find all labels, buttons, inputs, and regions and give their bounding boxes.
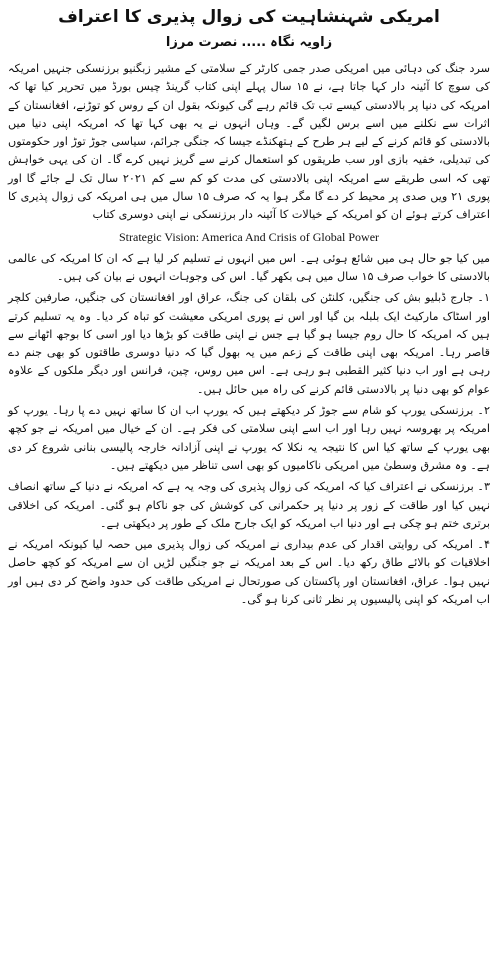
article-title: امریکی شہنشاہیت کی زوال پذیری کا اعتراف — [58, 7, 440, 27]
byline-separator: ..... — [241, 35, 267, 50]
byline-section: زاویہ نگاہ — [270, 35, 333, 50]
byline — [8, 34, 490, 52]
article-body — [8, 60, 490, 609]
paragraph-intro: سرد جنگ کی دہائی میں امریکی صدر جمی کارٹر کے سلامتی کے مشیر زبگنیو برزنسکی جنہیں امریکہ کی سوچ کا آئینہ دار کہا جاتا ہے، نے ۱۵ سال پہلے اپنی کتاب گرینڈ چیس بورڈ میں تحریر کیا تھا کہ امریکہ کی دنیا پر بالادستی کیسے تب تک قائم رہے گی کیونکہ بقول ان کے روس کو توڑنے، افغانستان کے اثرات سے نکلنے میں اسے برس لگیں گے۔ وہاں انہوں نے یہ بھی کہا تھا کہ امریکہ اپنی دنیا میں بالادستی کو قائم کرنے کے لیے ہر طرح کے ہتھکنڈے جیسا کہ جنگی جرائم، سیاسی جوڑ توڑ اور حکومتوں کی تبدیلی، خفیہ بازی اور سب طریقوں کو استعمال کرنے سے گریز نہیں کرے گا۔ ان کی یہی خواہش تھی کہ اسی طریقے سے امریکہ اپنی بالادستی کی مدت کو کم سے کم ۲۰۲۱ سال تک لے جائے گا اور پوری ۲۱ ویں صدی پر محیط کر دے گا مگر ہوا یہ کہ صرف ۱۵ سال میں ہی امریکہ کی زوال پذیری کا اعتراف کرتے ہوئے ان کو امریکہ کے خیالات کا آئینہ دار برزنسکی نے اپنی دوسری کتاب — [8, 62, 491, 222]
paragraph-point-4: ۴۔ امریکہ کی روایتی اقدار کی عدم بیداری نے امریکہ کی زوال پذیری میں حصہ لیا کیونکہ امریکہ نے اخلاقیات کو بالائے طاق رکھ دیا۔ اس کے بعد امریکہ نے جو جنگیں لڑیں ان سے امریکہ کو کچھ حاصل نہیں ہوا۔ عراق، افغانستان اور پاکستان کی صورتحال نے امریکی طاقت کی حدود واضح کر دی ہیں اور اب امریکہ کو اپنی پالیسیوں پر نظر ثانی کرنا ہو گی۔ — [8, 538, 490, 607]
paragraph-point-3: ۳۔ برزنسکی نے اعتراف کیا کہ امریکہ کی زوال پذیری کی وجہ یہ ہے کہ امریکہ نے دنیا کے ساتھ انصاف نہیں کیا اور طاقت کے زور پر دنیا پر حکمرانی کی کوشش کی جو ناکام ہو گئی۔ امریکہ کی اخلاقی برتری ختم ہو چکی ہے اور دنیا اب امریکہ کو ایک جارح ملک کے طور پر دیکھتی ہے۔ — [8, 480, 490, 530]
paragraph-point-2: ۲۔ برزنسکی یورپ کو شام سے جوڑ کر دیکھتے ہیں کہ یورپ اب ان کا ساتھ نہیں دے پا رہا۔ یورپ کو امریکہ پر بھروسہ نہیں رہا اور اب اسے اپنی سلامتی کی فکر ہے۔ ان کے خیال میں امریکہ نے جو کچھ بھی یورپ کے ساتھ کیا اس کا نتیجہ یہ نکلا کہ یورپ نے اپنی آزادانہ خارجہ پالیسی بنانی شروع کر دی ہے۔ وہ مشرق وسطیٰ میں امریکی ناکامیوں کو بھی اسی تناظر میں دیکھتے ہیں۔ — [8, 404, 490, 472]
byline-author: نصرت مرزا — [165, 35, 238, 50]
book-title: Strategic Vision: America And Crisis of Global Power — [118, 229, 380, 244]
paragraph-point-1: ۱۔ جارج ڈبلیو بش کی جنگیں، کلنٹن کی بلقان کی جنگ، عراق اور افغانستان کی جنگیں، صارفین کلچر اور اسٹاک مارکیٹ ایک بلبلہ بن گیا اور اس نے پوری امریکی معیشت کو تباہ کر دیا۔ وہ یہ تسلیم کرتے ہیں کہ امریکہ کا حال روم جیسا ہو گیا ہے جس نے اپنی طاقت کو بڑھا دیا اور اسی کا بوجھ اٹھانے سے قاصر رہا۔ امریکہ بھی اپنی طاقت کے زعم میں یہ بھول گیا کہ دنیا دوسری طاقتوں کو بھی جنم دے رہی ہے اور اب دنیا کثیر القطبی ہو رہی ہے۔ اس میں روس، چین، فرانس اور دیگر ملکوں کے علاوہ عوام کو بھی دنیا پر بالادستی قائم کرنے کی راہ میں حائل ہیں۔ — [8, 291, 490, 396]
paragraph-2: میں کیا جو حال ہی میں شائع ہوئی ہے۔ اس میں انہوں نے تسلیم کر لیا ہے کہ ان کا امریکہ کی عالمی بالادستی کا خواب صرف ۱۵ سال میں ہی بکھر گیا۔ اس کی وجوہات انہوں نے بیان کی ہیں۔ — [8, 251, 490, 283]
